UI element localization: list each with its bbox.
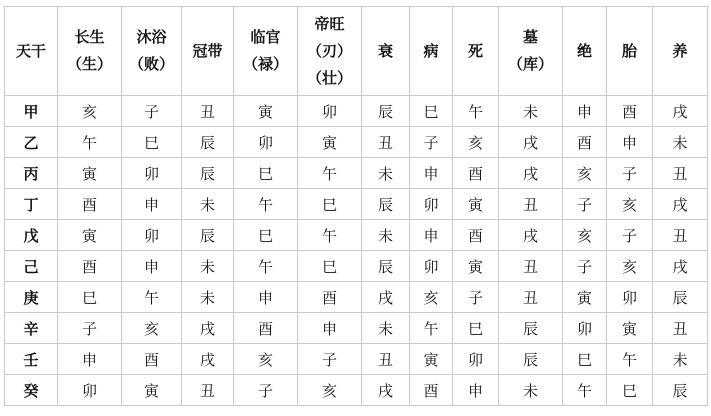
table-cell: 戌 (362, 282, 410, 313)
table-cell: 亥 (410, 282, 453, 313)
table-cell: 亥 (607, 189, 653, 220)
table-cell: 戌 (499, 220, 563, 251)
table-row (5, 282, 708, 313)
table-cell: 申 (410, 220, 453, 251)
table-cell: 戌 (499, 127, 563, 158)
table-cell: 酉 (410, 375, 453, 406)
table-row (5, 313, 708, 344)
table-cell: 亥 (234, 344, 298, 375)
table-cell: 丑 (653, 220, 708, 251)
table-cell: 寅 (607, 313, 653, 344)
table-cell: 巳 (607, 375, 653, 406)
row-stem-cell: 辛 (5, 313, 58, 344)
table-cell: 戌 (653, 251, 708, 282)
table-body (5, 96, 708, 406)
table-cell: 寅 (58, 220, 122, 251)
table-cell: 午 (122, 282, 182, 313)
table-cell: 未 (362, 220, 410, 251)
table-cell: 未 (182, 189, 234, 220)
table-cell: 亥 (607, 251, 653, 282)
table-cell: 辰 (182, 158, 234, 189)
table-cell: 酉 (58, 251, 122, 282)
table-cell: 申 (563, 96, 607, 127)
table-row (5, 96, 708, 127)
table-cell: 寅 (453, 251, 499, 282)
table-cell: 巳 (563, 344, 607, 375)
table-cell: 辰 (182, 220, 234, 251)
table-cell: 卯 (234, 127, 298, 158)
table-cell: 丑 (499, 189, 563, 220)
twelve-stages-table (4, 6, 708, 406)
table-cell: 子 (607, 158, 653, 189)
table-cell: 午 (298, 220, 362, 251)
table-cell: 丑 (362, 344, 410, 375)
row-stem-cell: 丙 (5, 158, 58, 189)
table-cell: 申 (122, 189, 182, 220)
table-cell: 辰 (499, 344, 563, 375)
table-cell: 卯 (298, 96, 362, 127)
table-cell: 午 (563, 375, 607, 406)
table-cell: 未 (182, 282, 234, 313)
table-cell: 未 (653, 127, 708, 158)
table-cell: 卯 (122, 220, 182, 251)
table-cell: 申 (607, 127, 653, 158)
table-cell: 未 (499, 96, 563, 127)
table-cell: 巳 (410, 96, 453, 127)
table-row (5, 251, 708, 282)
table-cell: 丑 (499, 282, 563, 313)
header-shuai: 衰 (362, 7, 410, 96)
table-cell: 丑 (362, 127, 410, 158)
table-cell: 戌 (653, 96, 708, 127)
row-stem-cell: 甲 (5, 96, 58, 127)
row-stem-cell: 丁 (5, 189, 58, 220)
table-cell: 卯 (122, 158, 182, 189)
table-cell: 子 (122, 96, 182, 127)
table-cell: 辰 (499, 313, 563, 344)
table-cell: 寅 (453, 189, 499, 220)
header-di-wang: 帝旺 （刃） （壮） (298, 7, 362, 96)
header-chang-sheng: 长生 （生） (58, 7, 122, 96)
header-heavenly-stem: 天干 (5, 7, 58, 96)
header-mu-yu: 沐浴 （败） (122, 7, 182, 96)
twelve-stages-table-container (4, 6, 707, 409)
table-cell: 酉 (58, 189, 122, 220)
table-cell: 酉 (234, 313, 298, 344)
table-cell: 戌 (499, 158, 563, 189)
table-cell: 丑 (182, 96, 234, 127)
table-cell: 未 (182, 251, 234, 282)
table-cell: 辰 (653, 375, 708, 406)
table-cell: 申 (453, 375, 499, 406)
table-cell: 亥 (563, 220, 607, 251)
table-cell: 亥 (298, 375, 362, 406)
table-cell: 子 (607, 220, 653, 251)
table-cell: 巳 (298, 251, 362, 282)
row-stem-cell: 己 (5, 251, 58, 282)
header-mu: 墓 （库） (499, 7, 563, 96)
table-cell: 卯 (410, 251, 453, 282)
header-guan-dai: 冠带 (182, 7, 234, 96)
table-cell: 丑 (182, 375, 234, 406)
table-cell: 寅 (122, 375, 182, 406)
table-cell: 午 (58, 127, 122, 158)
table-cell: 戌 (182, 344, 234, 375)
table-cell: 巳 (234, 158, 298, 189)
table-cell: 丑 (653, 313, 708, 344)
header-bing: 病 (410, 7, 453, 96)
table-cell: 戌 (653, 189, 708, 220)
row-stem-cell: 乙 (5, 127, 58, 158)
table-cell: 辰 (653, 282, 708, 313)
table-cell: 寅 (234, 96, 298, 127)
table-cell: 午 (607, 344, 653, 375)
header-lin-guan: 临官 （禄） (234, 7, 298, 96)
table-cell: 亥 (563, 158, 607, 189)
table-cell: 戌 (182, 313, 234, 344)
table-cell: 卯 (453, 344, 499, 375)
table-cell: 辰 (362, 189, 410, 220)
table-cell: 子 (563, 251, 607, 282)
table-cell: 巳 (58, 282, 122, 313)
table-cell: 巳 (298, 189, 362, 220)
table-cell: 辰 (362, 251, 410, 282)
table-cell: 丑 (499, 251, 563, 282)
table-cell: 辰 (182, 127, 234, 158)
table-cell: 未 (653, 344, 708, 375)
table-cell: 午 (410, 313, 453, 344)
table-cell: 寅 (298, 127, 362, 158)
table-row (5, 158, 708, 189)
header-jue: 绝 (563, 7, 607, 96)
header-row (5, 7, 708, 96)
table-row (5, 375, 708, 406)
table-cell: 午 (234, 189, 298, 220)
table-cell: 午 (298, 158, 362, 189)
table-cell: 未 (499, 375, 563, 406)
table-cell: 子 (58, 313, 122, 344)
table-cell: 未 (362, 313, 410, 344)
table-cell: 辰 (362, 96, 410, 127)
table-cell: 子 (563, 189, 607, 220)
table-row (5, 220, 708, 251)
header-si: 死 (453, 7, 499, 96)
row-stem-cell: 戊 (5, 220, 58, 251)
table-row (5, 189, 708, 220)
table-cell: 申 (298, 313, 362, 344)
table-cell: 卯 (563, 313, 607, 344)
table-cell: 酉 (563, 127, 607, 158)
table-cell: 酉 (453, 220, 499, 251)
table-cell: 寅 (410, 344, 453, 375)
table-cell: 戌 (362, 375, 410, 406)
table-cell: 酉 (453, 158, 499, 189)
table-cell: 巳 (234, 220, 298, 251)
table-cell: 卯 (410, 189, 453, 220)
table-cell: 寅 (563, 282, 607, 313)
table-cell: 子 (234, 375, 298, 406)
table-cell: 申 (122, 251, 182, 282)
table-cell: 亥 (453, 127, 499, 158)
table-cell: 子 (298, 344, 362, 375)
header-yang: 养 (653, 7, 708, 96)
table-row (5, 344, 708, 375)
table-cell: 申 (234, 282, 298, 313)
table-cell: 子 (453, 282, 499, 313)
table-cell: 亥 (58, 96, 122, 127)
table-cell: 巳 (122, 127, 182, 158)
table-cell: 卯 (58, 375, 122, 406)
table-cell: 午 (453, 96, 499, 127)
table-row (5, 127, 708, 158)
row-stem-cell: 庚 (5, 282, 58, 313)
table-cell: 寅 (58, 158, 122, 189)
table-cell: 亥 (122, 313, 182, 344)
table-cell: 申 (58, 344, 122, 375)
header-tai: 胎 (607, 7, 653, 96)
table-cell: 子 (410, 127, 453, 158)
table-cell: 申 (410, 158, 453, 189)
table-cell: 酉 (122, 344, 182, 375)
row-stem-cell: 癸 (5, 375, 58, 406)
table-cell: 巳 (453, 313, 499, 344)
row-stem-cell: 壬 (5, 344, 58, 375)
table-cell: 未 (362, 158, 410, 189)
table-cell: 卯 (607, 282, 653, 313)
table-cell: 午 (234, 251, 298, 282)
table-cell: 酉 (298, 282, 362, 313)
table-cell: 丑 (653, 158, 708, 189)
table-cell: 酉 (607, 96, 653, 127)
